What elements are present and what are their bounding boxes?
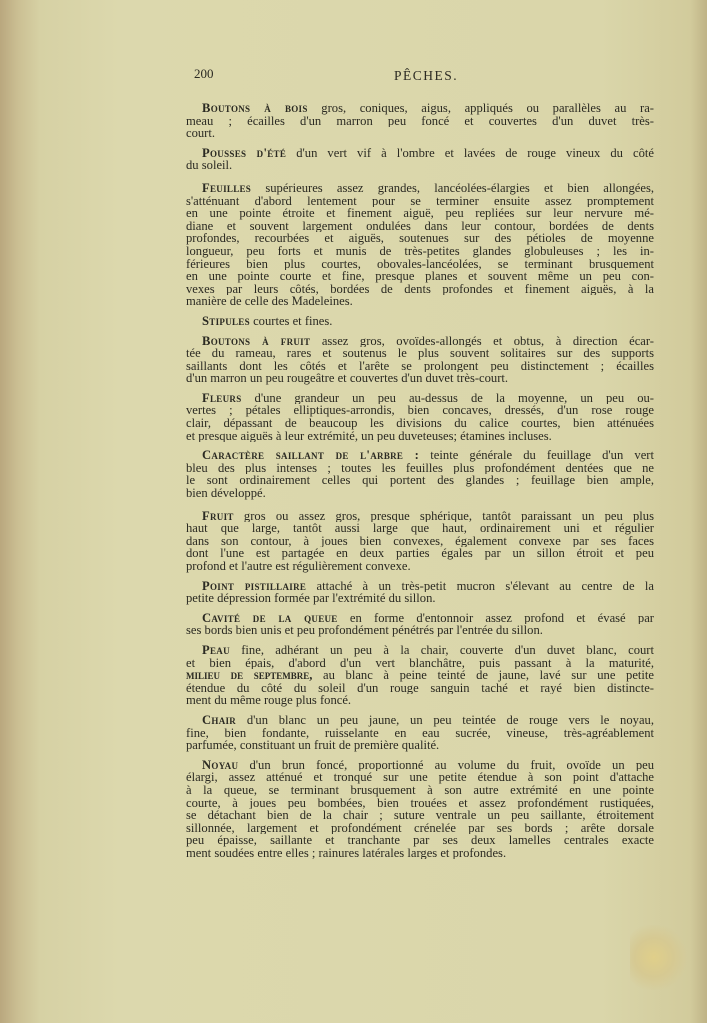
line-text: férieures bien plus courtes, obovales-lancéolées, se terminant brusquement [186, 257, 654, 271]
line-text: teinte générale du feuillage d'un vert [419, 449, 654, 462]
text-line [186, 771, 654, 784]
paragraph [186, 392, 654, 442]
text-line: milieu de septembre, au blanc à peine teinté de jaune, lavé sur une petite [186, 669, 654, 682]
line-text: profond et l'autre est régulièrement convexe. [186, 560, 411, 573]
line-text: d'un blanc un peu jaune, un peu teintée de rouge vers le noyau, [236, 713, 654, 727]
text-line [186, 270, 654, 283]
paragraph [186, 315, 654, 328]
paragraph-term: Cavité de la queue [202, 611, 338, 625]
line-text: d'un brun foncé, proportionné au volume du fruit, ovoïde un peu [238, 758, 654, 772]
paper-stain [630, 925, 690, 990]
paragraph [186, 510, 654, 573]
line-text: supérieures assez grandes, lancéolées-élargies et bien allongées, [251, 181, 654, 195]
paragraph-term: Stipules [202, 314, 250, 328]
line-text: se détachant bien de la chair ; suture ventrale un peu saillante, étroitement [186, 809, 654, 822]
line-text: dont l'une est partagée en deux parties égales par un sillon étroit et peu [186, 547, 654, 560]
text-line [186, 449, 654, 462]
text-line [186, 592, 654, 605]
line-text: vexes par leurs côtés, bordées de dents profondes et finement aiguës, à la [186, 282, 654, 296]
line-text: en une pointe courte et fine, presque planes et souvent même un peu con- [186, 270, 654, 283]
line-text: d'un marron un peu rougeâtre et couvertes d'un duvet très-court. [186, 372, 509, 385]
text-line [186, 372, 654, 385]
line-text: gros, coniques, aigus, appliqués ou parallèles au ra- [307, 102, 654, 115]
paragraph-term: Feuilles [202, 181, 252, 195]
paragraph-term: Fleurs [202, 391, 242, 405]
line-text: meau ; écailles d'un marron peu foncé et couvertes d'un duvet très- [186, 114, 654, 128]
line-text: profondes, recourbées et aiguës, soutenues sur des pétioles de moyenne [186, 232, 654, 245]
running-title: PÊCHES. [394, 68, 459, 83]
paragraph-term: Pousses d'été [202, 146, 287, 160]
paragraph [186, 580, 654, 605]
line-text: peu épaisse, saillante et tranchante par ses deux lamelles centrales exacte [186, 834, 654, 847]
text-line [186, 102, 654, 115]
line-text: élargi, assez atténué et tronqué sur une petite étendue à son point d'attache [186, 771, 654, 784]
text-line [186, 547, 654, 560]
text-line [186, 847, 654, 860]
line-text: et bien épais, d'abord d'un vert blanchâtre, puis passant à la maturité, [186, 656, 654, 670]
line-text: le sont ordinairement celles qui portent des glandes ; feuillage bien ample, [186, 474, 654, 488]
line-text: à la queue, se terminant brusquement à son autre extrémité en une pointe [186, 783, 654, 797]
text-line [186, 195, 654, 208]
text-line [186, 714, 654, 727]
paragraph [186, 449, 654, 499]
text-line [186, 404, 654, 417]
line-text: et presque aiguës à leur extrémité, un peu duveteuses; étamines incluses. [186, 429, 552, 443]
paragraph [186, 644, 654, 707]
paragraph-term: Fruit [202, 509, 234, 523]
text-line [186, 115, 654, 128]
line-text: vertes ; pétales elliptiques-arrondis, bien concaves, dressés, d'un rose rouge [186, 404, 654, 418]
text-line [186, 335, 654, 348]
text-line [186, 430, 654, 443]
line-text: haut que large, tantôt aussi large que haut, ordinairement uni et régulier [186, 522, 654, 535]
line-text: bleu des plus intenses ; toutes les feuilles plus profondément dentées que ne [186, 461, 654, 475]
line-text: courtes et fines. [249, 314, 333, 328]
text-line [186, 207, 654, 220]
line-text: attaché à un très-petit mucron s'élevant au centre de la [306, 579, 654, 593]
line-text: étendue du côté du soleil d'un rouge sanguin taché et rayé bien distincte- [186, 681, 654, 695]
line-text: d'un vert vif à l'ombre et lavées de rouge vineux du côté [286, 146, 654, 160]
text-line [186, 182, 654, 195]
text-line [186, 657, 654, 670]
page-number: 200 [194, 66, 214, 81]
text-line [186, 462, 654, 475]
paragraph-term: Boutons à fruit [202, 334, 311, 348]
text-line [186, 245, 654, 258]
text-line [186, 522, 654, 535]
paragraph [186, 714, 654, 752]
line-text: dans son contour, à joues bien convexes, également convexe par ses faces [186, 534, 654, 548]
paragraph [186, 102, 654, 140]
line-text: fine, adhérant un peu à la chair, couverte d'un duvet blanc, court [229, 643, 654, 657]
text-line [186, 834, 654, 847]
paragraph [186, 147, 654, 172]
text-line [186, 487, 654, 500]
paragraph-term: Caractère saillant de l'arbre : [202, 449, 420, 462]
text-line [186, 147, 654, 160]
line-text: gros ou assez gros, presque sphérique, tantôt paraissant un peu plus [233, 509, 654, 523]
paragraph-term: Noyau [202, 758, 239, 772]
line-text: court. [186, 127, 216, 140]
text-line [186, 360, 654, 373]
page-body [186, 102, 654, 859]
text-line [186, 127, 654, 140]
text-line [186, 392, 654, 405]
line-text: diane et souvent largement ondulées dans leur contour, bordées de dents [186, 219, 654, 233]
line-text: parfumée, constituant un fruit de première qualité. [186, 739, 440, 752]
line-text: clair, dépassant de beaucoup les divisions du calice courtes, bien atténuées [186, 417, 654, 430]
text-line [186, 347, 654, 360]
line-text: tée du rameau, rares et soutenus le plus souvent solitaires sur des supports [186, 347, 654, 360]
text-line [186, 727, 654, 740]
line-text: ment du même rouge plus foncé. [186, 694, 352, 707]
emphasis: milieu de septembre, [186, 669, 313, 682]
text-line [186, 759, 654, 772]
line-text: en forme d'entonnoir assez profond et évasé par [337, 611, 654, 625]
line-text: courte, à joues peu bombées, bien trouées et assez profondément rustiquées, [186, 796, 654, 810]
line-text: en une pointe étroite et finement aiguë, peu repliées sur leur nervure mé- [186, 207, 654, 220]
text-line [186, 474, 654, 487]
line-text: manière de celle des Madeleines. [186, 295, 353, 308]
paragraph [186, 182, 654, 308]
paragraph [186, 759, 654, 860]
line-text: assez gros, ovoïdes-allongés et obtus, à direction écar- [310, 334, 654, 348]
line-text: sillonnée, largement et profondément crénelée par ses bords ; arête dorsale [186, 821, 654, 835]
text-line [186, 739, 654, 752]
text-line [186, 694, 654, 707]
line-text: saillants dont les côtés et l'arête se prolongent peu distinctement ; écailles [186, 359, 654, 373]
text-line [186, 580, 654, 593]
text-line [186, 159, 654, 172]
text-line [186, 510, 654, 523]
line-text: ment soudées entre elles ; rainures latérales larges et profondes. [186, 846, 507, 860]
text-line [186, 809, 654, 822]
paragraph-term: Chair [202, 713, 237, 727]
text-line [186, 232, 654, 245]
paragraph [186, 335, 654, 385]
book-page [186, 66, 654, 866]
text-line [186, 784, 654, 797]
line-text: longueur, peu forts et munis de très-petites glandes globuleuses ; les in- [186, 244, 654, 258]
text-line [186, 315, 654, 328]
line-text: s'atténuant d'abord lentement pour se terminer ensuite assez promptement [186, 194, 654, 208]
line-text: fine, bien fondante, ruisselante en eau sucrée, vineuse, très-agréablement [186, 726, 654, 740]
page-header [186, 66, 654, 92]
text-line [186, 612, 654, 625]
paragraph [186, 612, 654, 637]
text-line [186, 560, 654, 573]
text-line [186, 535, 654, 548]
text-line [186, 220, 654, 233]
text-line [186, 283, 654, 296]
line-text: du soleil. [186, 159, 233, 172]
text-line [186, 644, 654, 657]
text-line [186, 822, 654, 835]
text-line [186, 624, 654, 637]
line-text: ses bords bien unis et peu profondément pénétrés par l'entrée du sillon. [186, 624, 543, 637]
text-line [186, 417, 654, 430]
text-line [186, 797, 654, 810]
line-text: petite dépression formée par l'extrémité du sillon. [186, 592, 436, 605]
text-line [186, 682, 654, 695]
paragraph-term: Peau [202, 643, 230, 657]
text-line [186, 258, 654, 271]
line-text: d'une grandeur un peu au-dessus de la moyenne, un peu ou- [241, 391, 654, 405]
text-line [186, 295, 654, 308]
line-text: bien développé. [186, 487, 266, 500]
paragraph-term: Boutons à bois [202, 102, 308, 115]
paragraph-term: Point pistillaire [202, 579, 307, 593]
